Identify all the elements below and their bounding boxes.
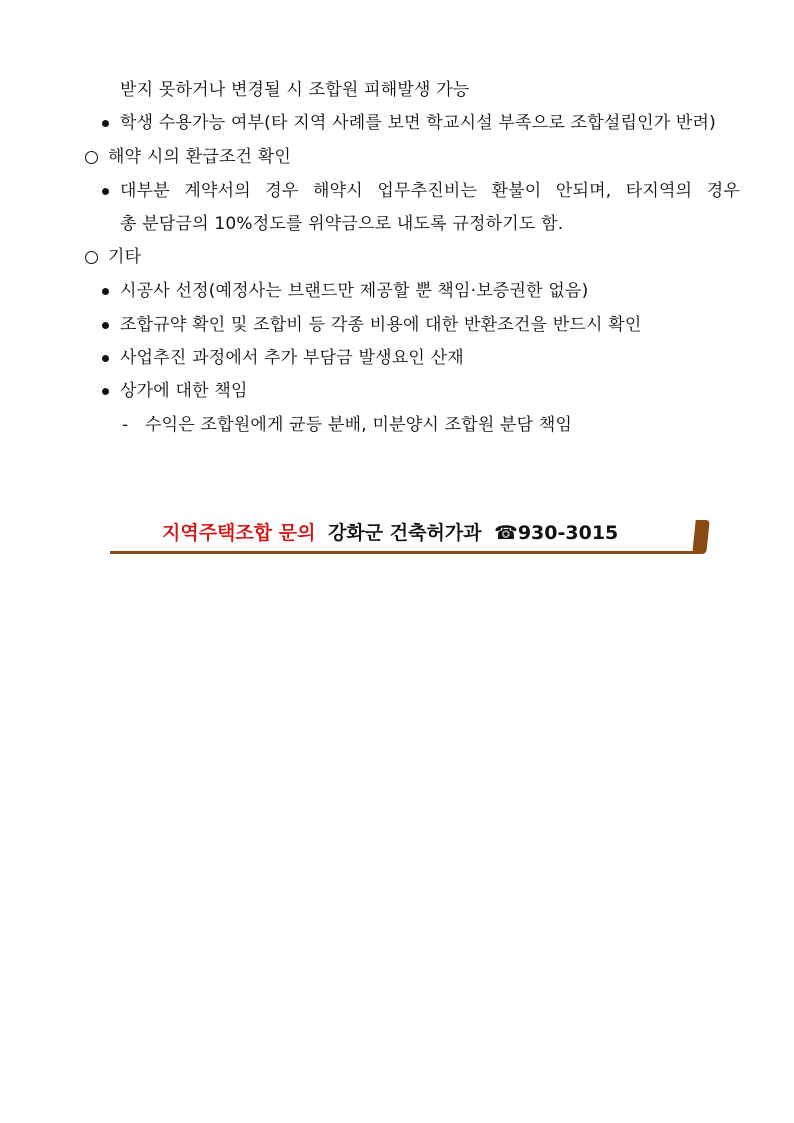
bullet-icon [102,355,109,362]
bullet-icon [102,188,109,195]
contact-phone: 930-3015 [517,522,619,544]
telephone-icon: ☎ [494,522,518,544]
contact-topic: 지역주택조합 문의 [162,522,316,544]
section-other-heading: 기타 [108,247,142,267]
bullet-refund-line-2: 총 분담금의 10%정도를 위약금으로 내도록 규정하기도 함. [120,214,564,234]
bullet-commercial: 상가에 대한 책임 [120,381,248,401]
contact-text [162,519,618,547]
banner-end-tab [692,520,710,554]
banner-underline [110,551,700,554]
circle-marker-icon [85,251,98,264]
bullet-icon [102,322,109,329]
bullet-icon [102,388,109,395]
bullet-refund-line-1: 대부분 계약서의 경우 해약시 업무추진비는 환불이 안되며, 타지역의 경우 [120,181,740,201]
bullet-icon [102,120,109,127]
dash-marker: - [122,415,129,435]
bullet-bylaws: 조합규약 확인 및 조합비 등 각종 비용에 대한 반환조건을 반드시 확인 [120,315,642,335]
contact-banner [110,518,708,556]
section-refund-heading: 해약 시의 환급조건 확인 [108,147,292,167]
bullet-additional-costs: 사업추진 과정에서 추가 부담금 발생요인 산재 [120,348,464,368]
continuation-line: 받지 못하거나 변경될 시 조합원 피해발생 가능 [120,80,470,100]
dash-profit-distribution: 수익은 조합원에게 균등 분배, 미분양시 조합원 분담 책임 [145,415,573,435]
circle-marker-icon [85,151,98,164]
bullet-icon [102,288,109,295]
bullet-school: 학생 수용가능 여부(타 지역 사례를 보면 학교시설 부족으로 조합설립인가 반려) [120,113,717,133]
contact-department: 강화군 건축허가과 [328,522,482,544]
bullet-constructor: 시공사 선정(예정사는 브랜드만 제공할 뿐 책임·보증권한 없음) [120,281,589,301]
